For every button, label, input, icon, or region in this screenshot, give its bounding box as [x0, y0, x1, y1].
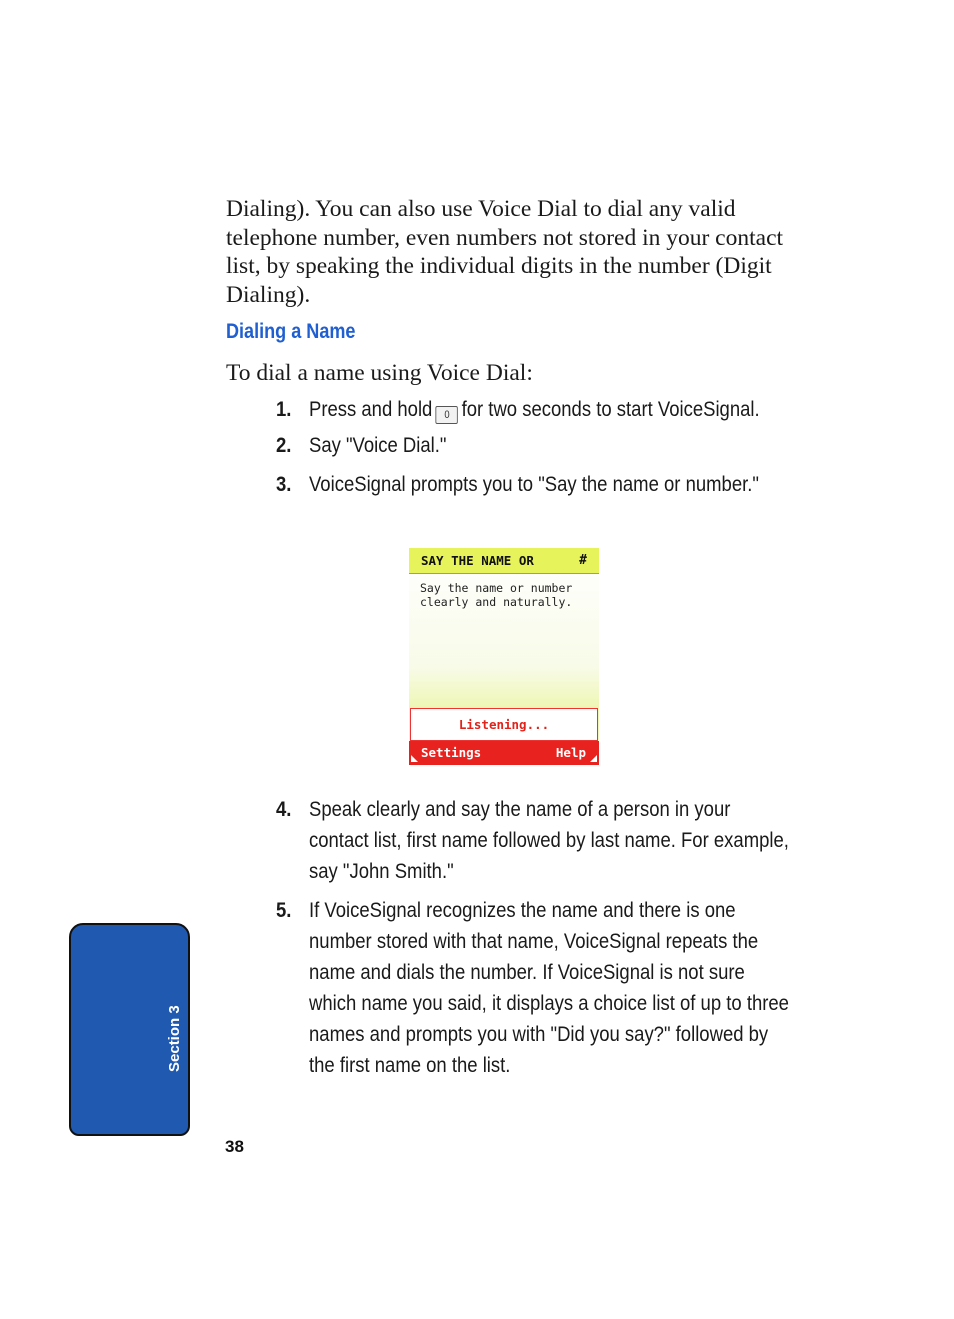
phone-title-bar: [409, 548, 599, 574]
page-number: 38: [225, 1137, 244, 1156]
step-text: Press and hold 0 for two seconds to start VoiceSignal.: [309, 394, 791, 425]
softkey-help: Help: [555, 745, 586, 760]
phone-title: SAY THE NAME OR: [421, 553, 534, 568]
step-text: Speak clearly and say the name of a person in your contact list, first name followed by last name. For example, say "John Smith.": [309, 797, 789, 883]
phone-softkey-bar: [409, 741, 599, 765]
step-text: VoiceSignal prompts you to "Say the name or number.": [309, 472, 759, 496]
right-softkey-arrow-icon: [590, 755, 597, 762]
step-number: 3.: [276, 472, 292, 496]
phone-screen-image: [409, 548, 599, 765]
lead-paragraph: To dial a name using Voice Dial:: [226, 360, 533, 386]
left-softkey-arrow-icon: [411, 755, 418, 762]
section-heading: Dialing a Name: [226, 320, 356, 343]
zero-key-icon: 0: [436, 406, 458, 424]
intro-paragraph: Dialing). You can also use Voice Dial to dial any valid telephone number, even numbers not stored in your contact list, by speaking the individual digits in the number (Digit Dialing).: [226, 196, 784, 308]
hash-icon: #: [579, 553, 587, 568]
step-number: 1.: [276, 397, 292, 421]
phone-status-box: Listening...: [410, 708, 598, 741]
softkey-settings: Settings: [421, 745, 482, 760]
step-text: Say "Voice Dial.": [309, 433, 447, 457]
step-number: 4.: [276, 797, 292, 821]
step-text: If VoiceSignal recognizes the name and there is one number stored with that name, VoiceSignal repeats the name and dials the number. If VoiceSignal is not sure which name you said, it displays a choice list of up to three names and prompts you with "Did you say?" followed by the first name on the list.: [309, 898, 789, 1077]
phone-prompt-text: Say the name or number clearly and naturally.: [420, 581, 573, 609]
step-number: 2.: [276, 433, 292, 457]
section-tab-label: Section 3: [166, 1005, 183, 1072]
step-number: 5.: [276, 898, 292, 922]
